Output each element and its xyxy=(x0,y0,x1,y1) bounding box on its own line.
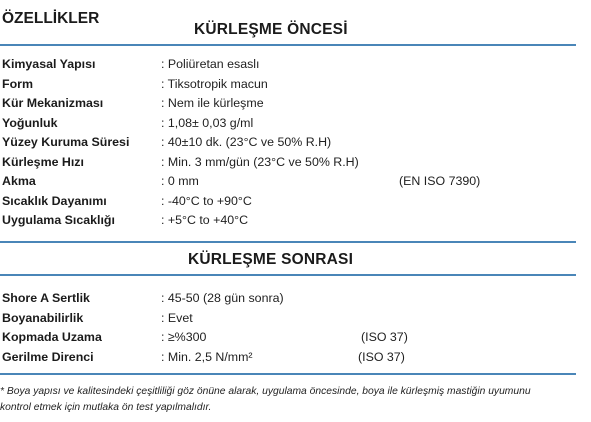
property-value: : 45-50 (28 gün sonra) xyxy=(161,291,284,305)
property-label: Uygulama Sıcaklığı xyxy=(2,213,115,227)
property-label: Form xyxy=(2,77,33,91)
test-standard-ref: (ISO 37) xyxy=(358,350,405,364)
property-value: : Poliüretan esaslı xyxy=(161,57,260,71)
property-value: : +5°C to +40°C xyxy=(161,213,249,227)
section-divider xyxy=(0,241,576,243)
section-divider xyxy=(0,274,576,276)
property-label: Sıcaklık Dayanımı xyxy=(2,194,107,208)
property-label: Boyanabilirlik xyxy=(2,311,84,325)
property-label: Yüzey Kuruma Süresi xyxy=(2,135,130,149)
property-label: Kür Mekanizması xyxy=(2,96,104,110)
section-divider xyxy=(0,44,576,46)
property-value: : 0 mm xyxy=(161,174,199,188)
property-label: Gerilme Direnci xyxy=(2,350,94,364)
section-title-after-curing: KÜRLEŞME SONRASI xyxy=(188,251,354,268)
test-standard-ref: (ISO 37) xyxy=(361,330,408,344)
property-value: : Tiksotropik macun xyxy=(161,77,268,91)
section-divider xyxy=(0,373,576,375)
property-label: Kopmada Uzama xyxy=(2,330,102,344)
property-value: : Evet xyxy=(161,311,193,325)
property-value: : 1,08± 0,03 g/ml xyxy=(161,116,254,130)
property-value: : ≥%300 xyxy=(161,330,207,344)
property-value: : Min. 2,5 N/mm² xyxy=(161,350,253,364)
page-heading: ÖZELLİKLER xyxy=(2,10,100,27)
footnote-line-2: kontrol etmek için mutlaka ön test yapılmalıdır. xyxy=(0,402,212,413)
footnote-line-1: * Boya yapısı ve kalitesindeki çeşitliliği göz önüne alarak, uygulama öncesinde, boya ile kürleşmiş mastiğin uyumunu xyxy=(0,386,531,397)
property-label: Kimyasal Yapısı xyxy=(2,57,96,71)
property-value: : 40±10 dk. (23°C ve 50% R.H) xyxy=(161,135,332,149)
property-value: : Min. 3 mm/gün (23°C ve 50% R.H) xyxy=(161,155,359,169)
section-title-before-curing: KÜRLEŞME ÖNCESİ xyxy=(194,21,348,38)
property-label: Yoğunluk xyxy=(2,116,58,130)
property-label: Akma xyxy=(2,174,36,188)
property-label: Kürleşme Hızı xyxy=(2,155,84,169)
property-label: Shore A Sertlik xyxy=(2,291,90,305)
property-value: : Nem ile kürleşme xyxy=(161,96,264,110)
property-value: : -40°C to +90°C xyxy=(161,194,252,208)
test-standard-ref: (EN ISO 7390) xyxy=(399,174,481,188)
